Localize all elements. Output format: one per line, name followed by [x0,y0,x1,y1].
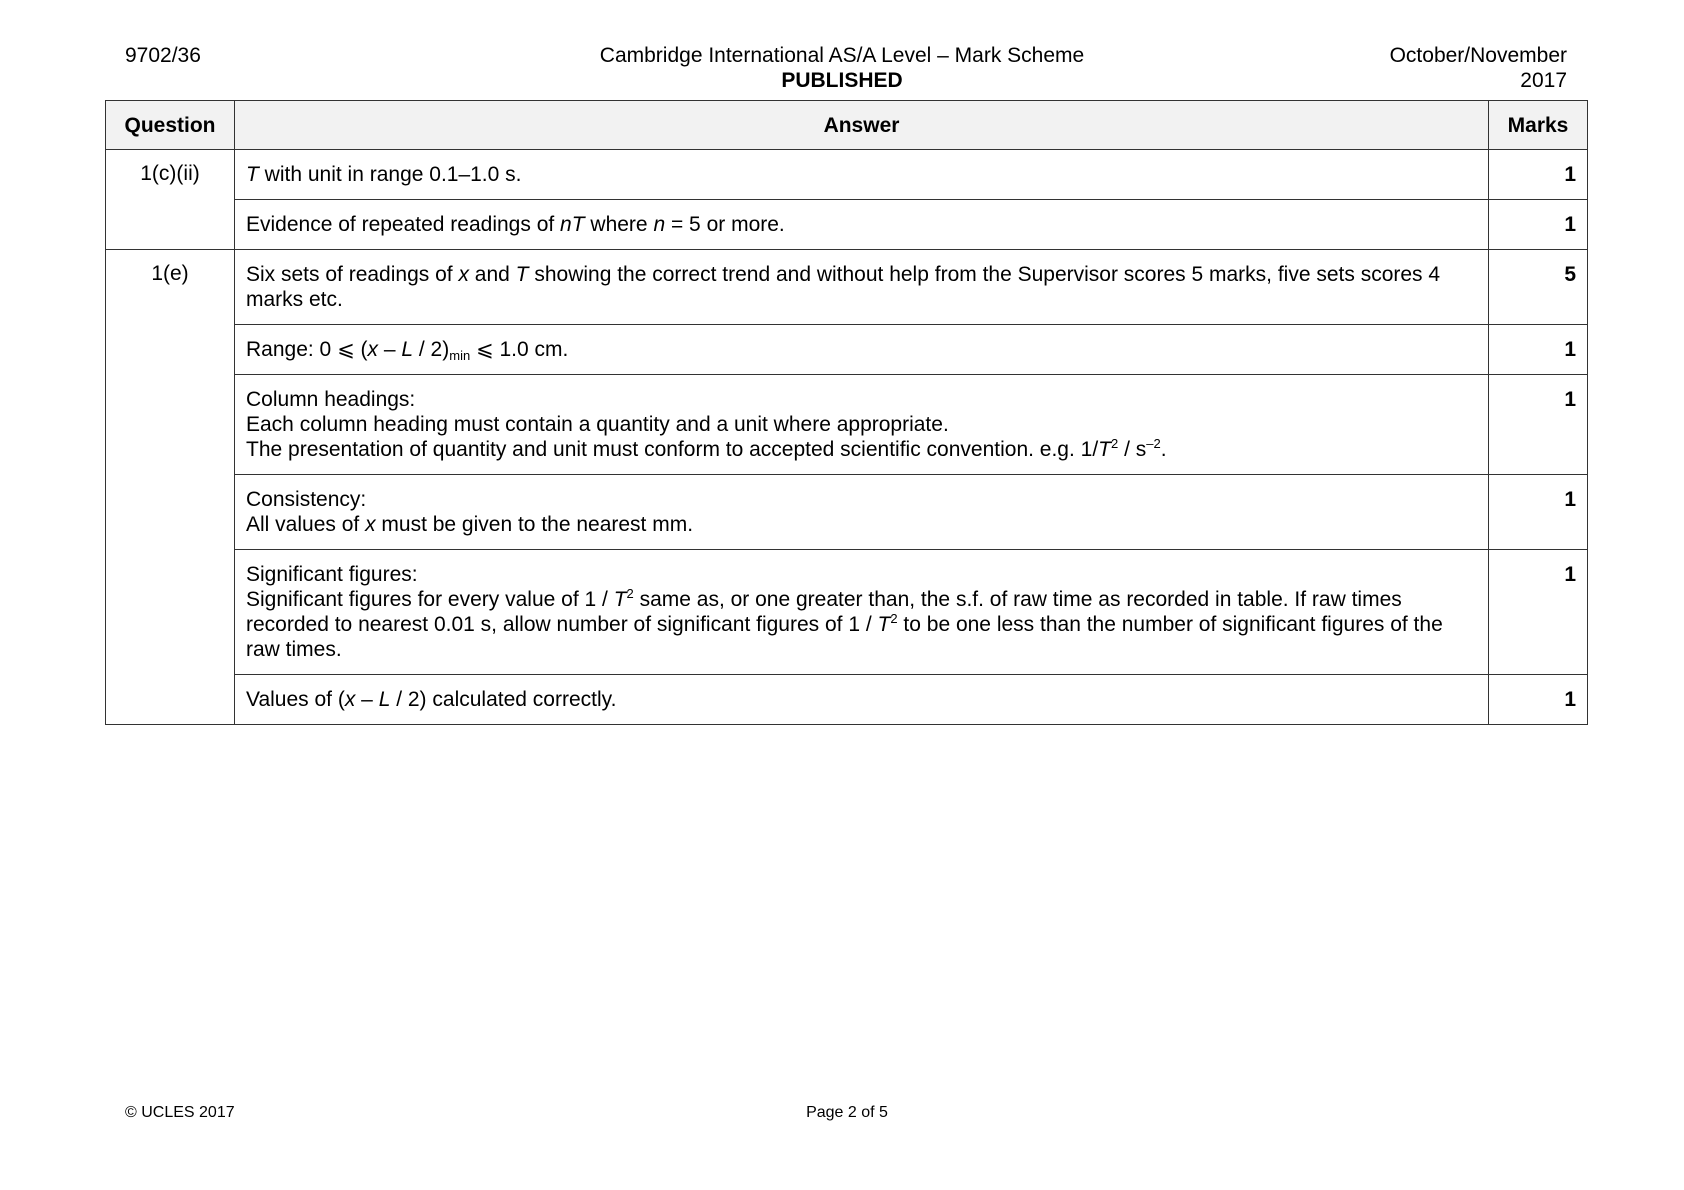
criterion-text: The presentation of quantity and unit must conform to accepted scientific convention. e.g. $1/T^2 / s^{-2}$. [246,436,1167,461]
answer-cell [235,550,1489,675]
page-number: Page 2 of 5 [806,1104,888,1121]
marks-cell: 1 [1489,150,1588,200]
criterion-heading: Consistency: [246,488,367,511]
answer-cell: Values of (x – L / 2) calculated correctly. [235,675,1489,725]
table-row [106,250,1588,325]
criterion-text: Each column heading must contain a quantity and a unit where appropriate. [246,413,949,436]
table-row [106,475,1588,550]
table-row [106,325,1588,375]
answer-cell [235,475,1489,550]
table-row [106,675,1588,725]
marks-cell: 1 [1489,200,1588,250]
table-row [106,150,1588,200]
header-marks: Marks [1489,101,1588,150]
marks-cell: 5 [1489,250,1588,325]
marks-cell: 1 [1489,550,1588,675]
answer-cell [235,375,1489,475]
answer-cell: T with unit in range 0.1–1.0 s. [235,150,1489,200]
header-answer: Answer [235,101,1489,150]
answer-cell: Evidence of repeated readings of nT where n = 5 or more. [235,200,1489,250]
marks-cell: 1 [1489,325,1588,375]
mark-scheme-table [105,100,1588,725]
marks-cell: 1 [1489,675,1588,725]
table-row [106,200,1588,250]
answer-cell: Six sets of readings of x and T showing the correct trend and without help from the Supervisor scores 5 marks, five sets scores 4 marks etc. [235,250,1489,325]
question-cell: 1(c)(ii) [106,150,235,250]
marks-cell: 1 [1489,375,1588,475]
answer-cell: Range: 0 ⩽ (x – L / $2)_{min}$ ⩽ 1.0 cm. [235,325,1489,375]
criterion-heading: Column headings: [246,388,416,411]
marks-cell: 1 [1489,475,1588,550]
session-months: October/November [1389,44,1567,67]
question-cell: 1(e) [106,250,235,725]
table-row [106,550,1588,675]
criterion-heading: Significant figures: [246,563,418,586]
table-row [106,375,1588,475]
copyright-notice: © UCLES 2017 [125,1104,235,1121]
published-label: PUBLISHED [781,69,903,92]
exam-session [1390,43,1567,93]
criterion-text: All values of x must be given to the nearest mm. [246,513,694,536]
session-year: 2017 [1520,69,1567,92]
table-header-row [106,101,1588,150]
scheme-title: Cambridge International AS/A Level – Mark Scheme [599,44,1085,67]
paper-code: 9702/36 [125,44,201,67]
criterion-text: Significant figures for every value of $1 / T^2$ same as, or one greater than, the s.f. of raw time as recorded in table. If raw times recorded to nearest 0.01 s, allow number of significant figures of $1 / T^2$ to be one less than the number of significant figures of the raw times. [246,586,1443,661]
header-question: Question [106,101,235,150]
